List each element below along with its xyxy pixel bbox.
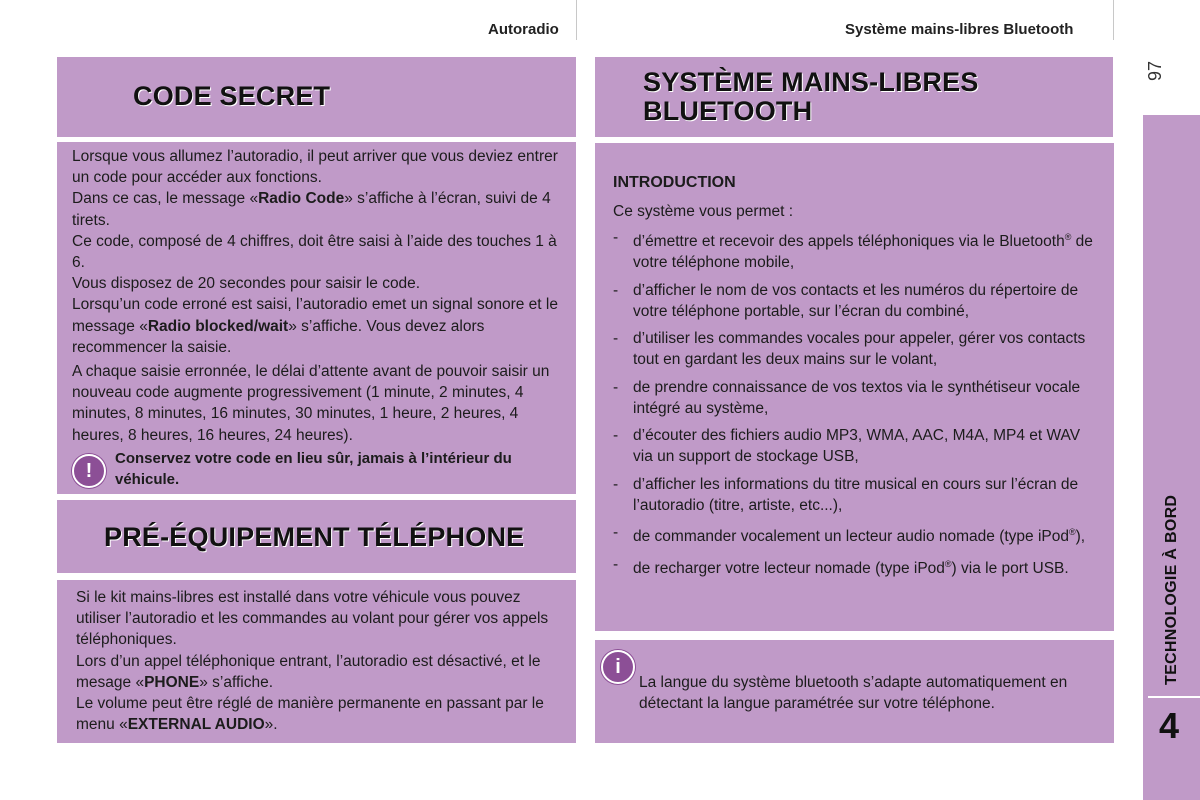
header-section-left: Autoradio [488,21,559,38]
introduction-text: Ce système vous permet : [613,203,794,220]
bluetooth-title-line-1: SYSTÈME MAINS-LIBRES [643,67,979,97]
code-secret-title: CODE SECRET [133,81,331,111]
introduction-heading: INTRODUCTION [613,174,736,191]
pre-equipement-title-panel [57,500,576,573]
code-secret-body-panel [57,142,576,494]
pre-equipement-paragraph: Le volume peut être réglé de manière permanente en passant par le menu «EXTERNAL AUDIO». [76,695,544,734]
bluetooth-title [643,68,979,126]
code-secret-paragraph: A chaque saisie erronnée, le délai d’attente avant de pouvoir saisir un nouveau code augmente progressivement (1 minute, 2 minutes, 4 minutes, 8 minutes, 16 minutes, 30 minutes, 1 heure, 2 heures, 4 heures, 8 heures, 16 heures, 24 heures). [72,363,550,444]
code-secret-paragraph: Lorsque vous allumez l’autoradio, il peut arriver que vous deviez entrer un code pour accéder aux fonctions. [72,148,558,187]
warning-text: Conservez votre code en lieu sûr, jamais à l’intérieur du véhicule. [115,450,512,489]
code-secret-text [72,146,567,446]
list-item: - d’afficher les informations du titre musical en cours sur l’écran de l’autoradio (titre, artiste, etc...), [613,475,1079,514]
warning-exclamation-icon: ! [72,454,106,488]
info-text: La langue du système bluetooth s’adapte automatiquement en détectant la langue paramétrée sur votre téléphone. [639,674,1068,713]
pre-equipement-title: PRÉ-ÉQUIPEMENT TÉLÉPHONE [104,522,525,552]
list-item: - d’émettre et recevoir des appels téléphoniques via le Bluetooth® de votre téléphone mobile, [613,229,1093,272]
pre-equipement-paragraph: Lors d’un appel téléphonique entrant, l’autoradio est désactivé, et le mesage «PHONE» s’affiche. [76,652,541,691]
header-divider-left [576,0,577,40]
code-secret-paragraph: Ce code, composé de 4 chiffres, doit être saisi à l’aide des touches 1 à 6. [72,232,557,272]
list-item: - d’écouter des fichiers audio MP3, WMA, AAC, M4A, MP4 et WAV via un support de stockage USB, [613,427,1081,466]
code-secret-paragraph: Lorsqu’un code erroné est saisi, l’autoradio emet un signal sonore et le message «Radio blocked/wait» s’affiche. Vous devez alors recommencer la saisie. [72,296,558,356]
code-secret-paragraph: Vous disposez de 20 secondes pour saisir le code. [72,275,421,293]
list-item: - de commander vocalement un lecteur audio nomade (type iPod®), [613,524,1086,546]
list-item: - de prendre connaissance de vos textos via le synthétiseur vocale intégré au système, [613,378,1081,417]
list-item: - de recharger votre lecteur nomade (type iPod®) via le port USB. [613,555,1069,577]
pre-equipement-body-panel [57,580,576,743]
feature-list [613,227,1103,585]
header-section-right: Système mains-libres Bluetooth [845,21,1074,38]
list-item: - d’utiliser les commandes vocales pour appeler, gérer vos contacts tout en gardant les deux mains sur le volant, [613,330,1086,369]
bluetooth-title-panel [595,57,1113,137]
pre-equipement-paragraph: Si le kit mains-libres est installé dans votre véhicule vous pouvez utiliser l’autoradio et les commandes au volant pour gérer vos appels téléphoniques. [76,589,549,649]
list-item: - d’afficher le nom de vos contacts et les numéros du répertoire de votre téléphone portable, sur l’écran du combiné, [613,281,1079,320]
chapter-label: TECHNOLOGIE À BORD [1163,494,1180,685]
pre-equipement-text [76,587,566,735]
info-icon: i [601,650,635,684]
code-secret-title-panel [57,57,576,137]
chapter-number: 4 [1158,705,1180,746]
chapter-divider [1148,696,1200,698]
info-panel [595,640,1114,743]
code-secret-paragraph: Dans ce cas, le message «Radio Code» s’affiche à l’écran, suivi de 4 tirets. [72,190,551,229]
header-divider-right [1113,0,1114,40]
bluetooth-title-line-2: BLUETOOTH [643,96,813,126]
page-number: 97 [1145,60,1165,82]
bluetooth-body-panel [595,143,1114,631]
